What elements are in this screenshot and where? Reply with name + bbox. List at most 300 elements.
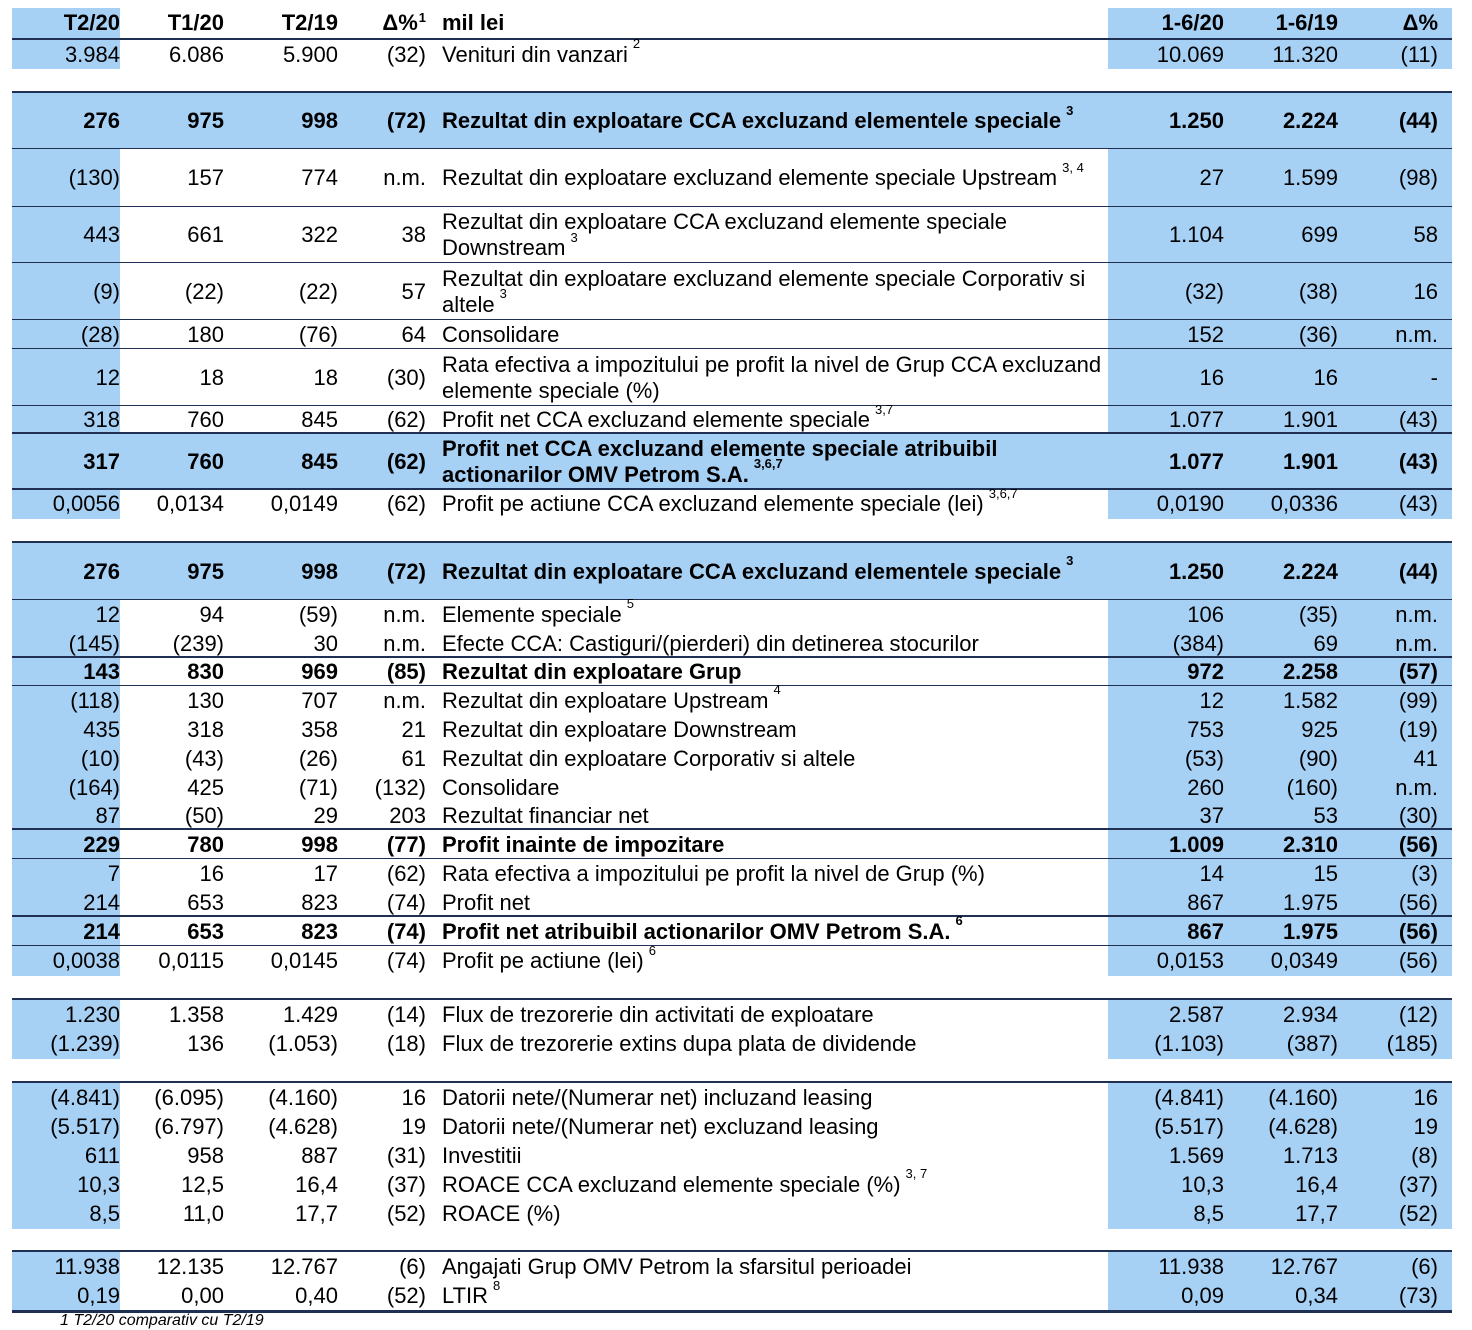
- table-row: [12, 888, 1452, 917]
- footnote-text: 1 T2/20 comparativ cu T2/19: [60, 1312, 264, 1329]
- value-cell: (36): [1298, 321, 1338, 347]
- value-cell: 7: [107, 860, 120, 886]
- value-cell: 152: [1187, 321, 1224, 347]
- value-cell: 203: [389, 803, 426, 828]
- table-row: [12, 485, 1452, 519]
- value-cell: n.m.: [1395, 321, 1438, 347]
- value-cell: 5.900: [282, 41, 338, 67]
- table-row: [12, 596, 1452, 629]
- value-cell: 0,0134: [156, 491, 224, 516]
- value-cell: (28): [80, 321, 120, 347]
- table-row: [12, 1166, 1452, 1199]
- value-cell: 887: [301, 1142, 338, 1168]
- row-label-text: Consolidare: [442, 321, 560, 347]
- row-label-text: Profit pe actiune (lei) $^6$: [442, 942, 656, 973]
- value-cell: (72): [386, 558, 426, 584]
- row-label: [442, 744, 1108, 773]
- value-cell: 0,0115: [158, 948, 224, 973]
- header-1-6-20: 1-6/20: [1161, 10, 1224, 35]
- value-cell: 998: [301, 108, 338, 133]
- row-label: [442, 913, 1108, 946]
- row-label: [442, 349, 1108, 406]
- value-cell: 0,0153: [1156, 948, 1224, 973]
- table-row: [12, 658, 1452, 686]
- value-cell: 443: [83, 222, 120, 247]
- row-label: [442, 942, 1108, 976]
- value-cell: (31): [386, 1142, 426, 1168]
- footnote-ref: 3: [499, 286, 507, 302]
- value-cell: 12.767: [270, 1253, 338, 1279]
- row-label-text: Rezultat din exploatare Corporativ si altele: [442, 745, 856, 771]
- value-cell: (185): [1386, 1031, 1438, 1056]
- value-cell: (99): [1398, 687, 1438, 713]
- table-row: [12, 36, 1452, 69]
- value-cell: (62): [386, 407, 426, 432]
- row-label: [442, 859, 1108, 888]
- row-label-text: Efecte CCA: Castiguri/(pierderi) din detinerea stocurilor: [442, 630, 979, 656]
- value-cell: 57: [401, 278, 426, 304]
- value-cell: 12: [1199, 687, 1224, 713]
- table-row: [12, 263, 1452, 320]
- value-cell: (6.797): [154, 1113, 224, 1139]
- value-cell: (44): [1398, 108, 1438, 133]
- value-cell: 12.767: [1270, 1253, 1338, 1279]
- row-label-text: Rezultat din exploatare Downstream: [442, 716, 797, 742]
- value-cell: 276: [83, 108, 120, 133]
- table-row: [12, 859, 1452, 888]
- value-cell: 1.358: [168, 1001, 224, 1027]
- value-cell: 3.984: [64, 41, 120, 67]
- value-cell: (30): [1398, 803, 1438, 828]
- value-cell: 8,5: [89, 1201, 120, 1226]
- value-cell: 0,0038: [52, 948, 120, 973]
- value-cell: 780: [187, 831, 224, 857]
- value-cell: (73): [1398, 1283, 1438, 1308]
- table-row: [12, 543, 1452, 600]
- value-cell: (6.095): [154, 1084, 224, 1110]
- row-label: [442, 401, 1108, 434]
- value-cell: 845: [301, 407, 338, 432]
- row-label: [442, 434, 1108, 489]
- value-cell: 774: [301, 165, 338, 190]
- value-cell: (164): [68, 774, 120, 800]
- footnote-ref: 2: [632, 36, 641, 52]
- table-header: [12, 8, 1452, 38]
- header-delta-quarter: Δ% $^1$: [382, 10, 426, 35]
- row-label-text: Datorii nete/(Numerar net) excluzand leasing: [442, 1113, 879, 1139]
- row-label-text: Rezultat din exploatare CCA excluzand elementele speciale $^3$: [442, 102, 1074, 133]
- value-cell: 760: [187, 448, 224, 474]
- value-cell: (26): [298, 745, 338, 771]
- row-label-text: Profit pe actiune CCA excluzand elemente speciale (lei) $^{3,6,7}$: [442, 485, 1018, 516]
- row-label-text: Profit inainte de impozitare: [442, 831, 725, 857]
- value-cell: 17,7: [295, 1201, 338, 1226]
- row-label: [442, 1166, 1108, 1199]
- row-label-text: Consolidare: [442, 774, 560, 800]
- value-cell: 2.258: [1282, 659, 1338, 684]
- value-cell: 19: [401, 1113, 426, 1139]
- row-label-text: Rezultat din exploatare CCA excluzand elemente speciale Downstream $^3$: [442, 209, 1007, 260]
- value-cell: (56): [1398, 918, 1438, 944]
- value-cell: (1.239): [50, 1031, 120, 1056]
- row-label-text: Elemente speciale $^5$: [442, 596, 635, 627]
- value-cell: 16: [1199, 364, 1224, 390]
- value-cell: n.m.: [1395, 630, 1438, 656]
- value-cell: 41: [1413, 745, 1438, 771]
- value-cell: 1.250: [1168, 108, 1224, 133]
- value-cell: 16: [1413, 278, 1438, 304]
- row-label-text: Rezultat din exploatare Grup: [442, 659, 742, 684]
- header---: Δ%: [1402, 10, 1438, 35]
- value-cell: 0,0349: [1270, 948, 1338, 973]
- value-cell: (4.160): [1268, 1084, 1338, 1110]
- value-cell: 106: [1187, 601, 1224, 627]
- table-row: [12, 629, 1452, 658]
- row-label: [442, 1252, 1108, 1281]
- value-cell: 1.599: [1282, 165, 1338, 190]
- value-cell: 14: [1199, 860, 1224, 886]
- value-cell: 0,40: [295, 1283, 338, 1308]
- row-label-text: LTIR $^8$: [442, 1277, 501, 1308]
- value-cell: 16,4: [1295, 1171, 1338, 1197]
- row-label-text: Flux de trezorerie din activitati de exploatare: [442, 1001, 874, 1027]
- value-cell: 16,4: [295, 1171, 338, 1197]
- value-cell: 653: [187, 889, 224, 915]
- value-cell: (44): [1398, 558, 1438, 584]
- value-cell: 1.582: [1282, 687, 1338, 713]
- table-row: [12, 1252, 1452, 1281]
- value-cell: 18: [313, 364, 338, 390]
- value-cell: (62): [386, 860, 426, 886]
- value-cell: 699: [1301, 222, 1338, 247]
- value-cell: (239): [172, 630, 224, 656]
- value-cell: (56): [1398, 889, 1438, 915]
- row-label: [442, 830, 1108, 859]
- value-cell: (38): [1298, 278, 1338, 304]
- value-cell: 0,0190: [1156, 491, 1224, 516]
- value-cell: 1.077: [1168, 407, 1224, 432]
- value-cell: 867: [1187, 918, 1224, 944]
- value-cell: 958: [187, 1142, 224, 1168]
- value-cell: 0,34: [1295, 1283, 1338, 1308]
- value-cell: (53): [1184, 745, 1224, 771]
- value-cell: 10,3: [77, 1171, 120, 1197]
- value-cell: (57): [1398, 659, 1438, 684]
- row-label: [442, 773, 1108, 802]
- value-cell: (11): [1400, 41, 1438, 67]
- header-delta-label: Δ%: [382, 10, 418, 35]
- value-cell: 16: [199, 860, 224, 886]
- value-cell: (76): [298, 321, 338, 347]
- value-cell: 2.224: [1282, 558, 1338, 584]
- value-cell: (4.841): [1154, 1084, 1224, 1110]
- row-label-text: Profit net: [442, 889, 531, 915]
- value-cell: 58: [1413, 222, 1438, 247]
- value-cell: (9): [93, 278, 120, 304]
- row-label: [442, 1083, 1108, 1112]
- value-cell: 157: [187, 165, 224, 190]
- value-cell: 0,00: [181, 1283, 224, 1308]
- value-cell: -: [1430, 364, 1438, 390]
- value-cell: (132): [374, 774, 426, 800]
- value-cell: (43): [1398, 407, 1438, 432]
- footnote-ref: 4: [773, 682, 781, 698]
- value-cell: 972: [1187, 659, 1224, 684]
- value-cell: 11,0: [182, 1201, 224, 1226]
- table-row: [12, 1083, 1452, 1112]
- table-row: [12, 715, 1452, 744]
- value-cell: 0,0056: [52, 491, 120, 516]
- row-label: [442, 149, 1108, 207]
- value-cell: (384): [1172, 630, 1224, 656]
- value-cell: 1.901: [1282, 407, 1338, 432]
- value-cell: (43): [1398, 491, 1438, 516]
- value-cell: (77): [386, 831, 426, 857]
- value-cell: 425: [187, 774, 224, 800]
- value-cell: (387): [1286, 1031, 1338, 1056]
- value-cell: n.m.: [1395, 774, 1438, 800]
- row-label-text: Rezultat financiar net: [442, 803, 649, 828]
- row-label-text: Rata efectiva a impozitului pe profit la nivel de Grup CCA excluzand elemente speciale (%): [442, 351, 1102, 403]
- value-cell: (52): [1398, 1201, 1438, 1226]
- value-cell: 1.250: [1168, 558, 1224, 584]
- value-cell: 19: [1413, 1113, 1438, 1139]
- value-cell: n.m.: [1395, 601, 1438, 627]
- value-cell: 1.009: [1168, 831, 1224, 857]
- value-cell: 2.934: [1282, 1001, 1338, 1027]
- value-cell: 214: [83, 918, 120, 944]
- value-cell: 16: [1313, 364, 1338, 390]
- value-cell: 12: [95, 601, 120, 627]
- value-cell: (14): [386, 1001, 426, 1027]
- value-cell: (1.103): [1154, 1031, 1224, 1056]
- value-cell: (32): [1184, 278, 1224, 304]
- value-cell: (74): [386, 948, 426, 973]
- row-label-text: Profit net CCA excluzand elemente speciale atribuibil actionarilor OMV Petrom S.A. $^{3,6,7}$: [442, 435, 998, 487]
- value-cell: 435: [83, 716, 120, 742]
- row-label: [442, 596, 1108, 629]
- value-cell: n.m.: [383, 601, 426, 627]
- row-label-text: Flux de trezorerie extins dupa plata de dividende: [442, 1031, 917, 1056]
- value-cell: (90): [1298, 745, 1338, 771]
- value-cell: 17,7: [1295, 1201, 1338, 1226]
- value-cell: 12,5: [181, 1171, 224, 1197]
- value-cell: 69: [1313, 630, 1338, 656]
- table-row: [12, 830, 1452, 859]
- value-cell: (43): [184, 745, 224, 771]
- row-label: [442, 263, 1108, 320]
- value-cell: 611: [84, 1142, 120, 1168]
- table-row: [12, 913, 1452, 946]
- footnote-ref: 6: [648, 942, 656, 958]
- row-label: [442, 1000, 1108, 1029]
- table-row: [12, 773, 1452, 802]
- value-cell: 2.310: [1282, 831, 1338, 857]
- row-label-text: Angajati Grup OMV Petrom la sfarsitul perioadei: [442, 1253, 912, 1279]
- row-label-text: Datorii nete/(Numerar net) incluzand leasing: [442, 1084, 873, 1110]
- table-row: [12, 320, 1452, 349]
- value-cell: (3): [1411, 860, 1438, 886]
- value-cell: (118): [70, 687, 120, 713]
- value-cell: 21: [401, 716, 426, 742]
- row-label: [442, 682, 1108, 715]
- value-cell: 925: [1301, 716, 1338, 742]
- value-cell: (1.053): [268, 1031, 338, 1056]
- table-row: [12, 942, 1452, 976]
- value-cell: (72): [386, 108, 426, 133]
- value-cell: 276: [83, 558, 120, 584]
- row-label: [442, 207, 1108, 263]
- table-row: [12, 682, 1452, 715]
- value-cell: 143: [83, 659, 120, 684]
- value-cell: 260: [1187, 774, 1224, 800]
- value-cell: 130: [187, 687, 224, 713]
- row-label-text: Rezultat din exploatare excluzand elemente speciale Corporativ si altele $^3$: [442, 265, 1086, 317]
- row-label-text: Rezultat din exploatare Upstream $^4$: [442, 682, 781, 713]
- value-cell: (37): [1398, 1171, 1438, 1197]
- value-cell: 11.320: [1272, 41, 1338, 67]
- table-row: [12, 744, 1452, 773]
- header-t2-20: T2/20: [63, 10, 120, 35]
- value-cell: (10): [80, 745, 120, 771]
- table-row: [12, 349, 1452, 406]
- value-cell: 845: [301, 448, 338, 474]
- value-cell: 0,09: [1181, 1283, 1224, 1308]
- value-cell: 38: [401, 222, 426, 247]
- value-cell: (59): [298, 601, 338, 627]
- value-cell: 322: [301, 222, 338, 247]
- value-cell: 0,0145: [270, 948, 338, 973]
- value-cell: 358: [301, 716, 338, 742]
- row-label: [442, 485, 1108, 519]
- value-cell: 975: [187, 108, 224, 133]
- value-cell: 318: [83, 407, 120, 432]
- value-cell: (22): [298, 278, 338, 304]
- value-cell: 180: [187, 321, 224, 347]
- value-cell: 707: [301, 687, 338, 713]
- value-cell: n.m.: [383, 165, 426, 190]
- value-cell: (6): [1411, 1253, 1438, 1279]
- footnote-ref: 3,6,7: [988, 485, 1018, 501]
- value-cell: (4.628): [268, 1113, 338, 1139]
- value-cell: 16: [401, 1084, 426, 1110]
- value-cell: 1.230: [64, 1001, 120, 1027]
- value-cell: n.m.: [383, 687, 426, 713]
- value-cell: 2.587: [1168, 1001, 1224, 1027]
- footnote-ref: 3,7: [875, 401, 894, 417]
- table-row: [12, 93, 1452, 149]
- value-cell: 1.429: [282, 1001, 338, 1027]
- value-cell: 16: [1413, 1084, 1438, 1110]
- value-cell: 1.104: [1168, 222, 1224, 247]
- value-cell: (56): [1398, 831, 1438, 857]
- value-cell: 8,5: [1193, 1201, 1224, 1226]
- row-label: [442, 36, 1108, 69]
- table-row: [12, 1199, 1452, 1229]
- value-cell: 11.938: [1158, 1253, 1224, 1279]
- footnote-ref: 3,6,7: [753, 456, 783, 472]
- value-cell: (4.628): [1268, 1113, 1338, 1139]
- table-row: [12, 149, 1452, 207]
- value-cell: 12.135: [156, 1253, 224, 1279]
- value-cell: 753: [1187, 716, 1224, 742]
- row-label-text: ROACE (%): [442, 1201, 561, 1226]
- value-cell: 30: [313, 630, 338, 656]
- value-cell: (98): [1398, 165, 1438, 190]
- value-cell: 1.901: [1282, 448, 1338, 474]
- header-unit-label: mil lei: [442, 10, 505, 35]
- value-cell: (130): [68, 165, 120, 190]
- table-row: [12, 434, 1452, 489]
- value-cell: 214: [83, 889, 120, 915]
- row-label-text: Profit net atribuibil actionarilor OMV Petrom S.A. $^6$: [442, 913, 963, 944]
- table-row: [12, 1029, 1452, 1059]
- value-cell: 1.569: [1168, 1142, 1224, 1168]
- footnote-ref: 3, 4: [1062, 159, 1084, 175]
- row-label: [442, 629, 1108, 658]
- value-cell: 830: [187, 659, 224, 684]
- value-cell: (35): [1298, 601, 1338, 627]
- value-cell: 27: [1199, 165, 1224, 190]
- table-row: [12, 1112, 1452, 1141]
- footnote-ref: 6: [955, 913, 963, 929]
- value-cell: 1.975: [1282, 889, 1338, 915]
- value-cell: 823: [301, 918, 338, 944]
- footnote-ref: 3: [570, 229, 578, 245]
- row-label-text: Investitii: [442, 1142, 522, 1168]
- value-cell: (37): [386, 1171, 426, 1197]
- row-label-text: Rata efectiva a impozitului pe profit la nivel de Grup (%): [442, 860, 985, 886]
- value-cell: 0,19: [77, 1283, 120, 1308]
- row-label: [442, 543, 1108, 600]
- value-cell: (30): [386, 364, 426, 390]
- value-cell: 2.224: [1282, 108, 1338, 133]
- value-cell: 998: [301, 831, 338, 857]
- value-cell: (5.517): [50, 1113, 120, 1139]
- value-cell: (4.841): [50, 1084, 120, 1110]
- header-1-6-19: 1-6/19: [1275, 10, 1338, 35]
- value-cell: 29: [313, 803, 338, 828]
- table-row: [12, 1141, 1452, 1170]
- value-cell: 94: [199, 601, 224, 627]
- value-cell: 17: [313, 860, 338, 886]
- row-label: [442, 802, 1108, 830]
- value-cell: 18: [199, 364, 224, 390]
- table-row: [12, 1277, 1452, 1311]
- value-cell: 318: [187, 716, 224, 742]
- row-label-text: Rezultat din exploatare CCA excluzand elementele speciale $^3$: [442, 553, 1074, 584]
- value-cell: 15: [1313, 860, 1338, 886]
- row-label-text: ROACE CCA excluzand elemente speciale (%) $^{3, 7}$: [442, 1166, 928, 1197]
- value-cell: (145): [68, 630, 120, 656]
- footnote-ref: 8: [493, 1277, 501, 1293]
- value-cell: 12: [95, 364, 120, 390]
- row-label: [442, 1029, 1108, 1059]
- value-cell: (52): [386, 1283, 426, 1308]
- value-cell: 653: [187, 918, 224, 944]
- value-cell: (160): [1286, 774, 1338, 800]
- value-cell: (71): [298, 774, 338, 800]
- value-cell: (85): [386, 659, 426, 684]
- value-cell: 61: [401, 745, 426, 771]
- row-label: [442, 1141, 1108, 1170]
- row-label: [442, 1199, 1108, 1229]
- value-cell: 1.713: [1282, 1142, 1338, 1168]
- value-cell: 969: [301, 659, 338, 684]
- value-cell: 661: [187, 222, 224, 247]
- row-label: [442, 1277, 1108, 1311]
- row-label: [442, 320, 1108, 349]
